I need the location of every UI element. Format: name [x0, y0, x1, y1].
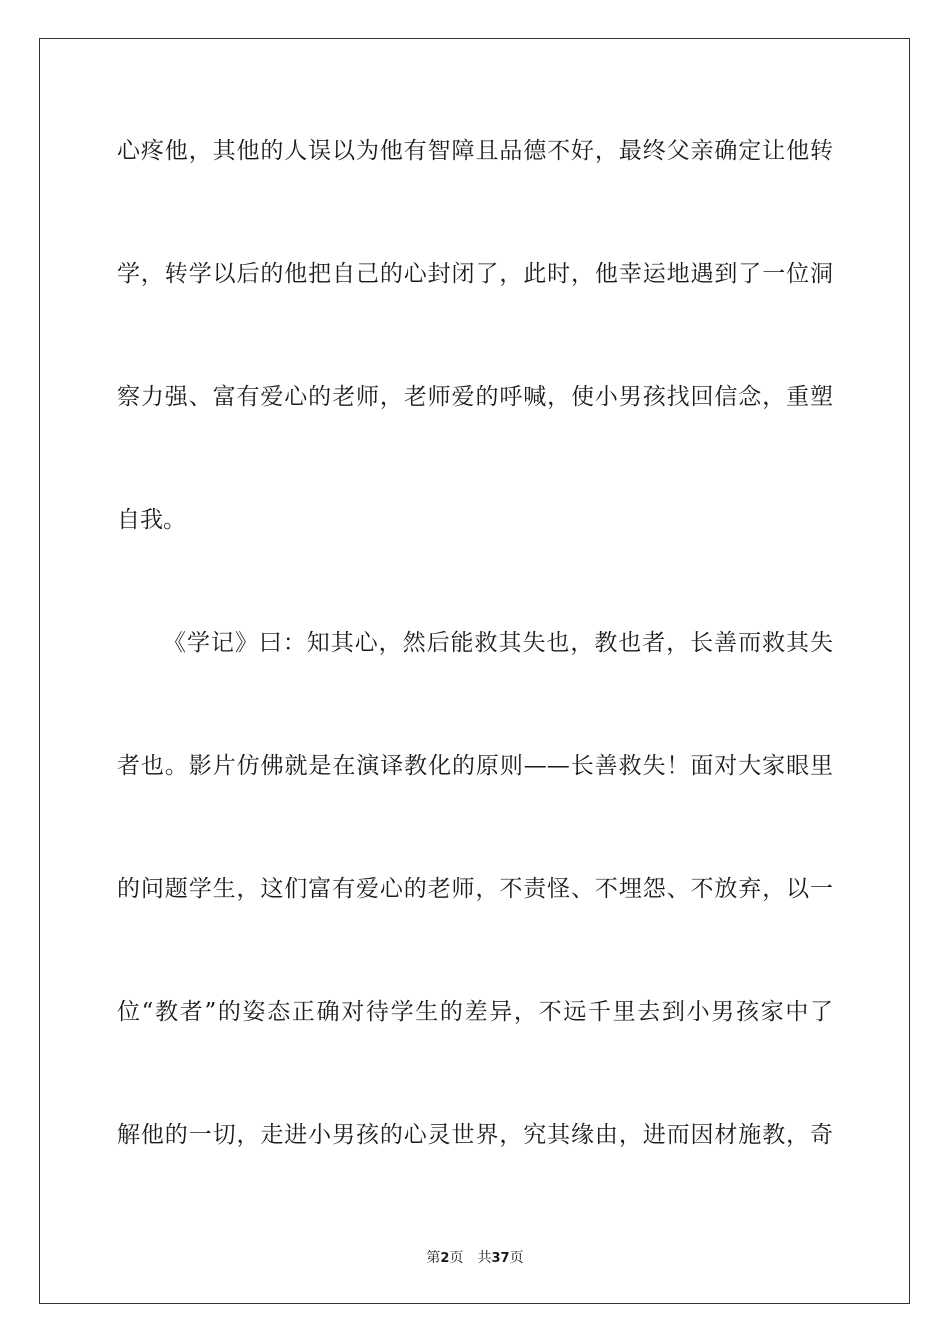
total-suffix: 页 — [509, 1250, 524, 1266]
text-line: 位“教者”的姿态正确对待学生的差异，不远千里去到小男孩家中了 — [117, 999, 833, 1025]
text-line: 心疼他，其他的人误以为他有智障且品德不好，最终父亲确定让他转 — [117, 138, 833, 164]
total-pages: 37 — [491, 1251, 510, 1266]
text-line: 察力强、富有爱心的老师，老师爱的呼喊，使小男孩找回信念，重塑 — [117, 384, 833, 410]
text-line: 的问题学生，这们富有爱心的老师，不责怪、不埋怨、不放弃，以一 — [117, 876, 833, 902]
page-footer — [0, 1249, 950, 1268]
page-number: 2 — [440, 1251, 450, 1266]
text-line: 自我。 — [117, 507, 186, 533]
text-line: 学，转学以后的他把自己的心封闭了，此时，他幸运地遇到了一位洞 — [117, 261, 833, 287]
text-line: 者也。影片仿佛就是在演译教化的原则——长善救失！面对大家眼里 — [117, 753, 833, 779]
page-suffix: 页 — [449, 1250, 464, 1266]
page-prefix: 第 — [426, 1250, 441, 1266]
text-line: 《学记》曰：知其心，然后能救其失也，教也者，长善而救其失 — [163, 630, 833, 656]
text-line: 解他的一切，走进小男孩的心灵世界，究其缘由，进而因材施教，奇 — [117, 1122, 833, 1148]
total-prefix: 共 — [477, 1250, 492, 1266]
page-border — [39, 38, 910, 1304]
